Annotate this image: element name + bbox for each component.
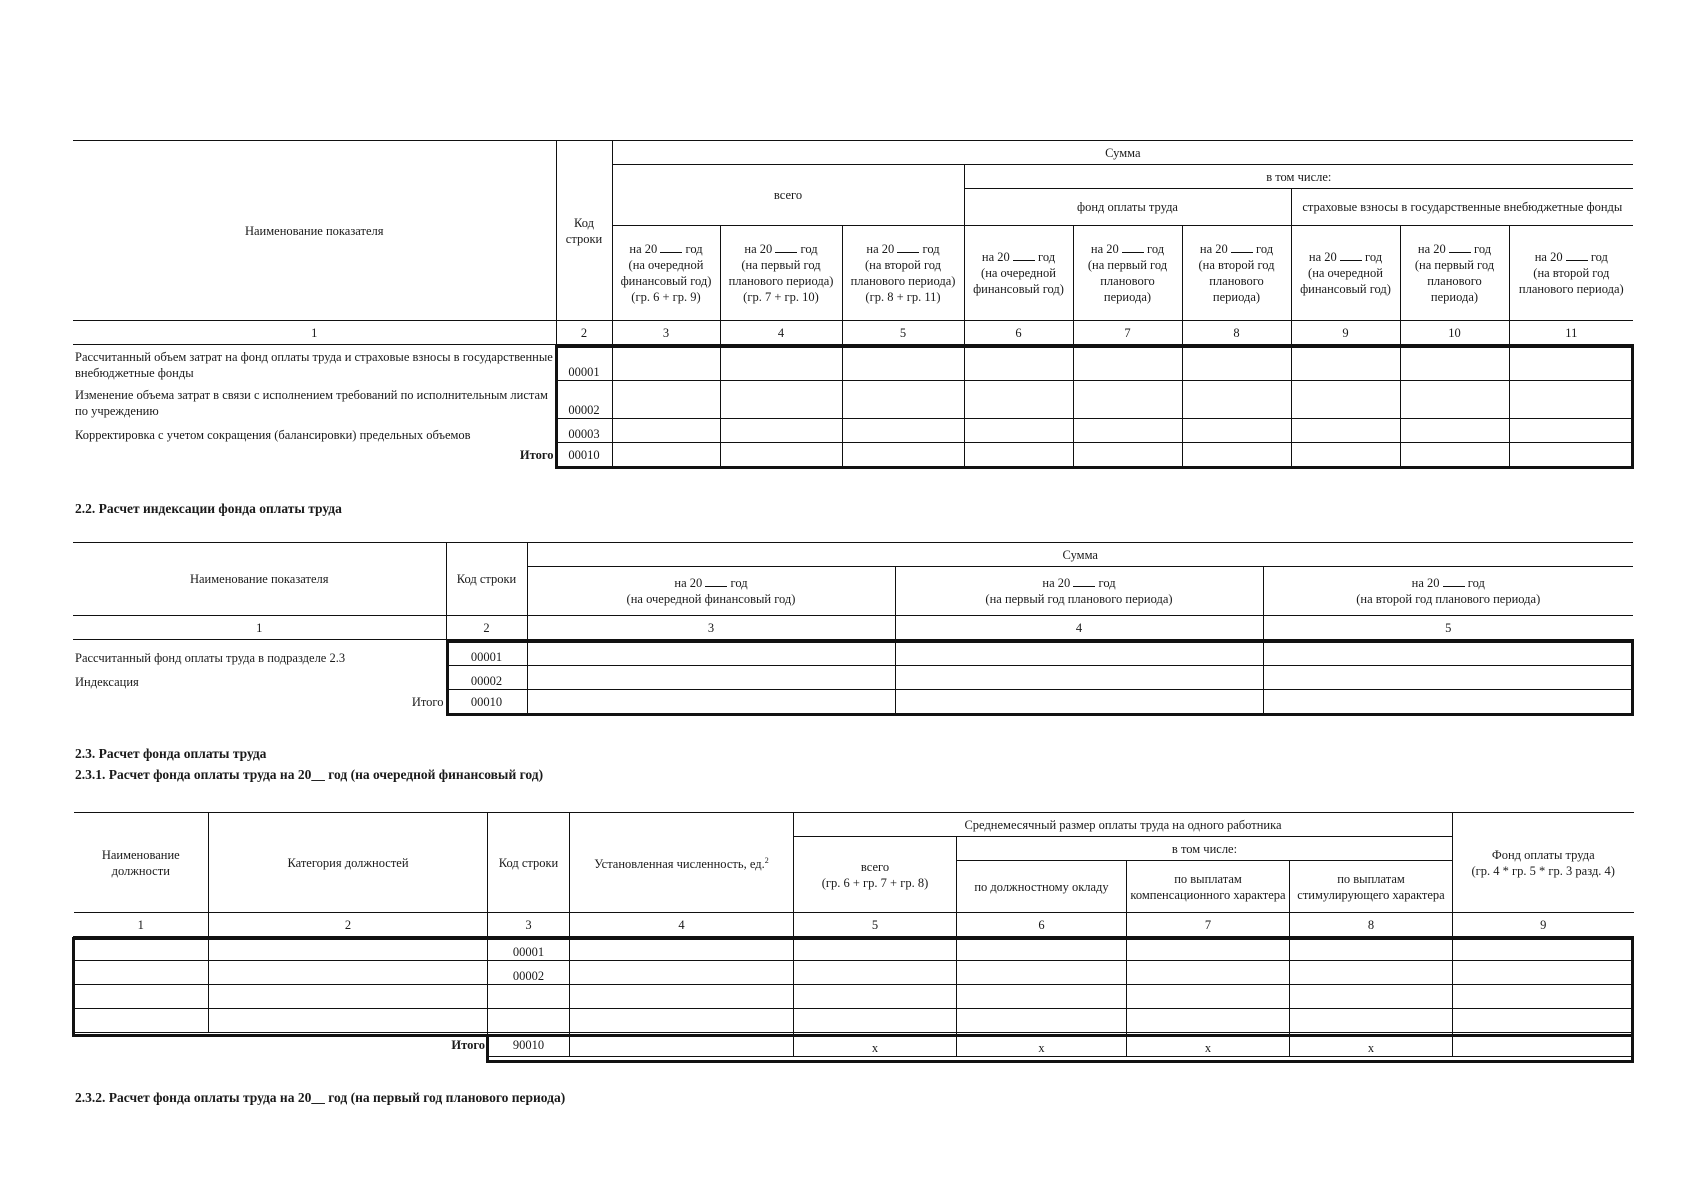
col-num: 9 — [1453, 913, 1634, 937]
column-number-row — [73, 616, 1633, 640]
col-header-total: всего — [612, 165, 964, 226]
payroll-table — [73, 812, 1634, 1057]
input-cell[interactable] — [1453, 985, 1634, 1009]
col-header-insurance: страховые взносы в государственные внебюджетные фонды — [1291, 189, 1633, 226]
col-header-stimulus: по выплатам стимулирующего характера — [1290, 861, 1453, 913]
input-cell[interactable] — [1263, 666, 1633, 690]
col-num: 5 — [794, 913, 957, 937]
input-cell[interactable] — [895, 666, 1263, 690]
row-code — [488, 985, 570, 1009]
col-num: 2 — [209, 913, 488, 937]
input-cell[interactable] — [1453, 1033, 1634, 1057]
col-header-fund: Фонд оплаты труда (гр. 4 * гр. 5 * гр. 3 разд. 4) — [1453, 813, 1634, 913]
input-cell[interactable] — [612, 419, 720, 443]
input-cell[interactable] — [964, 419, 1073, 443]
row-code: 00002 — [556, 381, 612, 419]
section-2-3-1-title: 2.3.1. Расчет фонда оплаты труда на 20__ год (на очередной финансовый год) — [75, 767, 544, 782]
input-cell[interactable] — [720, 381, 842, 419]
input-cell[interactable] — [1509, 345, 1633, 381]
input-cell[interactable] — [570, 1009, 794, 1033]
section-2-3-title: 2.3. Расчет фонда оплаты труда — [75, 746, 267, 761]
x-mark: x — [794, 1033, 957, 1057]
row-name: Изменение объема затрат в связи с исполнением требований по исполнительным листам по учреждению — [75, 387, 548, 418]
input-cell[interactable] — [74, 961, 209, 985]
col-num: 4 — [570, 913, 794, 937]
input-cell[interactable] — [1291, 443, 1400, 467]
total-row — [73, 443, 1633, 467]
input-cell[interactable] — [612, 381, 720, 419]
input-cell[interactable] — [794, 985, 957, 1009]
row-name: Корректировка с учетом сокращения (балансировки) предельных объемов — [75, 427, 471, 442]
total-code: 00010 — [556, 443, 612, 467]
input-cell[interactable] — [209, 1009, 488, 1033]
col-num: 3 — [527, 616, 895, 640]
total-row — [74, 1033, 1634, 1057]
input-cell[interactable] — [1509, 443, 1633, 467]
col-header-name: Наименование показателя — [73, 543, 446, 616]
col-header-category: Категория должностей — [209, 813, 488, 913]
input-cell[interactable] — [570, 961, 794, 985]
col-header-total: всего (гр. 6 + гр. 7 + гр. 8) — [794, 837, 957, 913]
total-label: Итого — [519, 447, 554, 462]
col-num: 9 — [1291, 321, 1400, 345]
input-cell[interactable] — [209, 937, 488, 961]
col-5-header: на 20 год (на второй год планового периода) (гр. 8 + гр. 11) — [842, 226, 964, 321]
input-cell[interactable] — [794, 1009, 957, 1033]
input-cell[interactable] — [1290, 1009, 1453, 1033]
col-header-name: Наименование показателя — [73, 141, 556, 321]
input-cell[interactable] — [1127, 961, 1290, 985]
column-number-row — [73, 321, 1633, 345]
input-cell[interactable] — [1182, 443, 1291, 467]
input-cell[interactable] — [1291, 419, 1400, 443]
col-header-compensation: по выплатам компенсационного характера — [1127, 861, 1290, 913]
input-cell[interactable] — [964, 345, 1073, 381]
input-cell[interactable] — [1073, 443, 1182, 467]
input-cell[interactable] — [1400, 381, 1509, 419]
col-11-header: на 20 год (на второй год планового периода) — [1509, 226, 1633, 321]
input-cell[interactable] — [720, 345, 842, 381]
input-cell[interactable] — [895, 640, 1263, 666]
row-code: 00003 — [556, 419, 612, 443]
input-cell[interactable] — [1291, 345, 1400, 381]
col-num: 7 — [1073, 321, 1182, 345]
col-header-incl: в том числе: — [964, 165, 1633, 189]
input-cell[interactable] — [1127, 985, 1290, 1009]
table-row — [73, 666, 1633, 690]
col-header-sum: Сумма — [612, 141, 1633, 165]
input-cell[interactable] — [527, 640, 895, 666]
section-2-2-title: 2.2. Расчет индексации фонда оплаты труда — [75, 501, 342, 516]
row-code: 00002 — [446, 666, 527, 690]
x-mark: x — [1127, 1033, 1290, 1057]
input-cell[interactable] — [1400, 419, 1509, 443]
col-3-header: на 20 год (на очередной финансовый год) — [527, 567, 895, 616]
col-header-code: Код строки — [556, 141, 612, 321]
col-header-salary: по должностному окладу — [957, 861, 1127, 913]
row-code: 00002 — [488, 961, 570, 985]
input-cell[interactable] — [1400, 443, 1509, 467]
input-cell[interactable] — [842, 381, 964, 419]
input-cell[interactable] — [612, 443, 720, 467]
input-cell[interactable] — [1182, 381, 1291, 419]
col-num: 8 — [1182, 321, 1291, 345]
input-cell[interactable] — [1182, 345, 1291, 381]
col-header-code: Код строки — [488, 813, 570, 913]
input-cell[interactable] — [209, 985, 488, 1009]
table-row — [73, 345, 1633, 381]
col-10-header: на 20 год (на первый год планового периода) — [1400, 226, 1509, 321]
row-code: 00001 — [556, 345, 612, 381]
row-code — [488, 1009, 570, 1033]
input-cell[interactable] — [1509, 419, 1633, 443]
row-name: Рассчитанный фонд оплаты труда в подразделе 2.3 — [73, 640, 446, 666]
total-label: Итого — [411, 694, 444, 709]
input-cell[interactable] — [570, 985, 794, 1009]
input-cell[interactable] — [957, 985, 1127, 1009]
input-cell[interactable] — [1453, 961, 1634, 985]
col-num: 5 — [1263, 616, 1633, 640]
input-cell[interactable] — [842, 443, 964, 467]
row-code: 00001 — [488, 937, 570, 961]
col-header-sum: Сумма — [527, 543, 1633, 567]
table-row — [73, 419, 1633, 443]
table-row — [73, 640, 1633, 666]
input-cell[interactable] — [209, 961, 488, 985]
section-2-3-2-title: 2.3.2. Расчет фонда оплаты труда на 20__ год (на первый год планового периода) — [75, 1090, 566, 1105]
row-name: Индексация — [75, 674, 139, 689]
col-7-header: на 20 год (на первый год планового периода) — [1073, 226, 1182, 321]
col-num: 1 — [73, 616, 446, 640]
input-cell[interactable] — [842, 419, 964, 443]
col-9-header: на 20 год (на очередной финансовый год) — [1291, 226, 1400, 321]
input-cell[interactable] — [1127, 1009, 1290, 1033]
input-cell[interactable] — [1073, 345, 1182, 381]
col-num: 11 — [1509, 321, 1633, 345]
col-header-incl: в том числе: — [957, 837, 1453, 861]
input-cell[interactable] — [842, 345, 964, 381]
col-num: 8 — [1290, 913, 1453, 937]
input-cell[interactable] — [957, 961, 1127, 985]
input-cell[interactable] — [74, 937, 209, 961]
total-code: 90010 — [488, 1033, 570, 1057]
col-6-header: на 20 год (на очередной финансовый год) — [964, 226, 1073, 321]
input-cell[interactable] — [794, 961, 957, 985]
table-row — [74, 961, 1634, 985]
indexation-table — [73, 542, 1634, 714]
x-mark: x — [957, 1033, 1127, 1057]
input-cell[interactable] — [570, 937, 794, 961]
col-num: 4 — [895, 616, 1263, 640]
input-cell[interactable] — [1290, 937, 1453, 961]
input-cell[interactable] — [1073, 419, 1182, 443]
input-cell[interactable] — [570, 1033, 794, 1057]
col-num: 6 — [957, 913, 1127, 937]
col-num: 6 — [964, 321, 1073, 345]
col-8-header: на 20 год (на второй год планового периода) — [1182, 226, 1291, 321]
table-row — [74, 1009, 1634, 1033]
input-cell[interactable] — [964, 381, 1073, 419]
input-cell[interactable] — [1263, 640, 1633, 666]
input-cell[interactable] — [957, 1009, 1127, 1033]
input-cell[interactable] — [527, 690, 895, 714]
input-cell[interactable] — [794, 937, 957, 961]
input-cell[interactable] — [74, 985, 209, 1009]
col-header-position: Наименование должности — [74, 813, 209, 913]
input-cell[interactable] — [74, 1009, 209, 1033]
cost-table — [73, 140, 1634, 467]
input-cell[interactable] — [612, 345, 720, 381]
input-cell[interactable] — [527, 666, 895, 690]
col-num: 3 — [612, 321, 720, 345]
col-3-header: на 20 год (на очередной финансовый год) (гр. 6 + гр. 9) — [612, 226, 720, 321]
input-cell[interactable] — [1127, 937, 1290, 961]
col-num: 3 — [488, 913, 570, 937]
input-cell[interactable] — [720, 419, 842, 443]
col-header-avg: Среднемесячный размер оплаты труда на одного работника — [794, 813, 1453, 837]
col-num: 1 — [73, 321, 556, 345]
col-4-header: на 20 год (на первый год планового периода) (гр. 7 + гр. 10) — [720, 226, 842, 321]
input-cell[interactable] — [1453, 1009, 1634, 1033]
row-name: Рассчитанный объем затрат на фонд оплаты труда и страховые взносы в государственные внебюджетные фонды — [73, 345, 556, 381]
column-number-row — [74, 913, 1634, 937]
input-cell[interactable] — [964, 443, 1073, 467]
x-mark: x — [1290, 1033, 1453, 1057]
input-cell[interactable] — [720, 443, 842, 467]
table-row — [73, 381, 1633, 419]
col-5-header: на 20 год (на второй год планового периода) — [1263, 567, 1633, 616]
col-num: 5 — [842, 321, 964, 345]
col-num: 2 — [556, 321, 612, 345]
input-cell[interactable] — [895, 690, 1263, 714]
input-cell[interactable] — [1263, 690, 1633, 714]
col-num: 7 — [1127, 913, 1290, 937]
col-header-code: Код строки — [446, 543, 527, 616]
input-cell[interactable] — [1290, 961, 1453, 985]
col-num: 1 — [74, 913, 209, 937]
input-cell[interactable] — [1291, 381, 1400, 419]
total-code: 00010 — [446, 690, 527, 714]
col-header-fund: фонд оплаты труда — [964, 189, 1291, 226]
col-4-header: на 20 год (на первый год планового периода) — [895, 567, 1263, 616]
input-cell[interactable] — [1400, 345, 1509, 381]
input-cell[interactable] — [1182, 419, 1291, 443]
input-cell[interactable] — [1453, 937, 1634, 961]
input-cell[interactable] — [1290, 985, 1453, 1009]
col-header-count: Установленная численность, ед.$^2$ — [570, 813, 794, 913]
input-cell[interactable] — [957, 937, 1127, 961]
table-row — [74, 937, 1634, 961]
input-cell[interactable] — [1509, 381, 1633, 419]
total-label: Итого — [451, 1037, 485, 1052]
total-row — [73, 690, 1633, 714]
row-code: 00001 — [446, 640, 527, 666]
table-row — [74, 985, 1634, 1009]
col-num: 10 — [1400, 321, 1509, 345]
input-cell[interactable] — [1073, 381, 1182, 419]
col-num: 4 — [720, 321, 842, 345]
col-num: 2 — [446, 616, 527, 640]
